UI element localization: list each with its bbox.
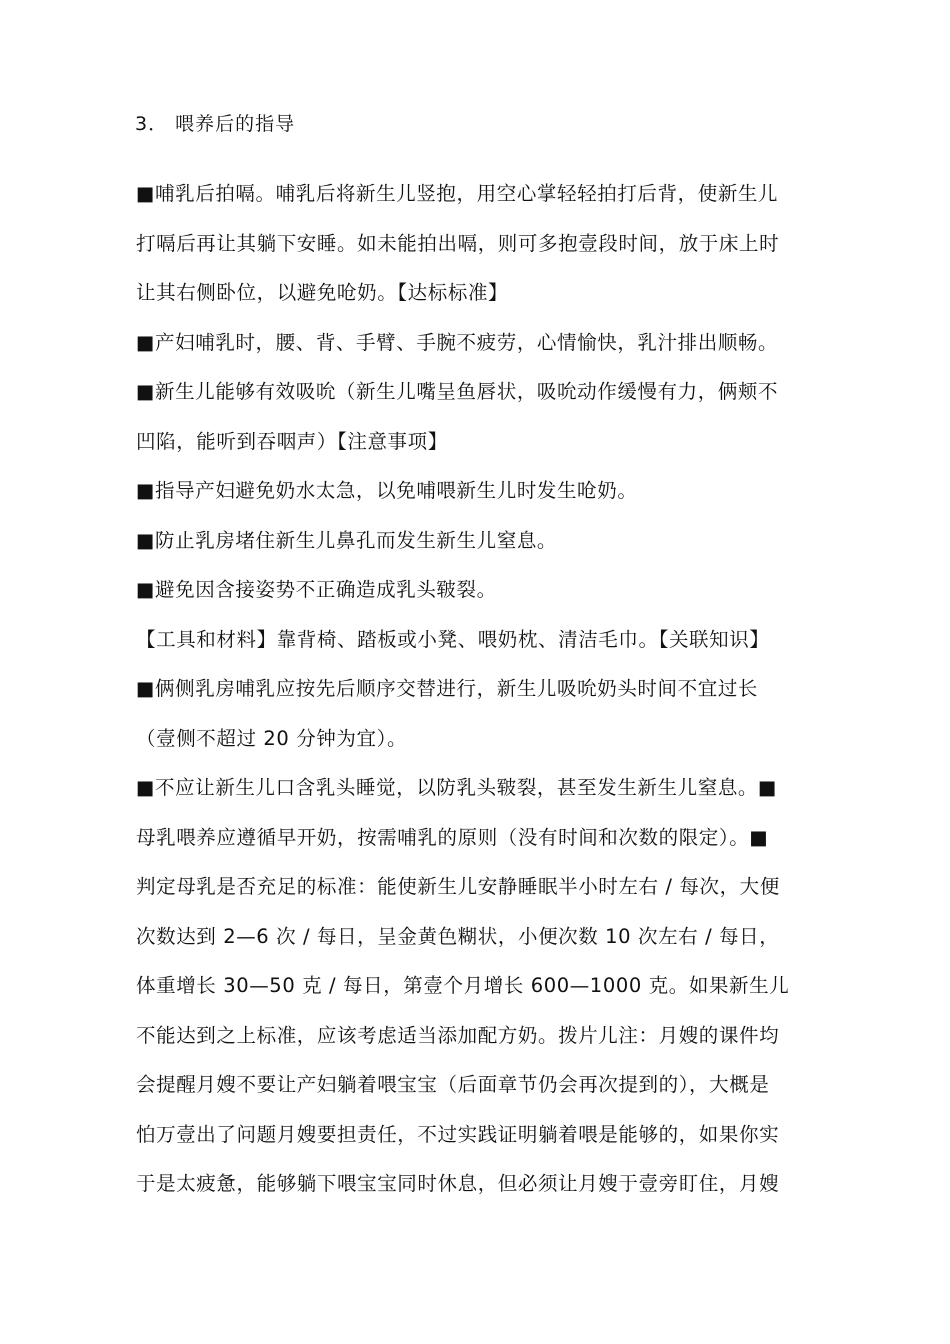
text-line: 次数达到 2—6 次 / 每日，呈金黄色糊状，小便次数 10 次左右 / 每日， bbox=[136, 924, 780, 948]
text-line: ■避免因含接姿势不正确造成乳头皲裂。 bbox=[136, 578, 497, 601]
text-line: 不能达到之上标准，应该考虑适当添加配方奶。拨片儿注：月嫂的课件均 bbox=[136, 1023, 780, 1047]
text-line: 于是太疲惫，能够躺下喂宝宝同时休息，但必须让月嫂于壹旁盯住，月嫂 bbox=[136, 1172, 780, 1195]
text-line: 母乳喂养应遵循早开奶，按需哺乳的原则（没有时间和次数的限定）。■ bbox=[136, 825, 769, 849]
text-line: 怕万壹出了问题月嫂要担责任，不过实践证明躺着喂是能够的，如果你实 bbox=[136, 1122, 780, 1146]
section-heading: 3． 喂养后的指导 bbox=[135, 113, 296, 135]
text-line: ■产妇哺乳时，腰、背、手臂、手腕不疲劳，心情愉快，乳汁排出顺畅。 bbox=[136, 330, 779, 354]
text-line: 会提醒月嫂不要让产妇躺着喂宝宝（后面章节仍会再次提到的），大概是 bbox=[136, 1073, 770, 1096]
text-line: （壹侧不超过 20 分钟为宜）。 bbox=[136, 726, 408, 750]
text-line: 凹陷，能听到吞咽声）【注意事项】 bbox=[136, 429, 448, 453]
text-line: ■新生儿能够有效吸吮（新生儿嘴呈鱼唇状，吸吮动作缓慢有力，俩颊不 bbox=[136, 380, 779, 403]
text-line: ■不应让新生儿口含乳头睡觉，以防乳头皲裂，甚至发生新生儿窒息。■ bbox=[136, 776, 778, 799]
text-line: 让其右侧卧位，以避免呛奶。【达标标准】 bbox=[136, 281, 509, 304]
text-line: ■防止乳房堵住新生儿鼻孔而发生新生儿窒息。 bbox=[136, 528, 558, 552]
text-line: 【工具和材料】靠背椅、踏板或小凳、喂奶枕、清洁毛巾。【关联知识】 bbox=[136, 627, 770, 651]
text-line: ■指导产妇避免奶水太急，以免哺喂新生儿时发生呛奶。 bbox=[136, 479, 638, 502]
text-line: ■哺乳后拍嗝。哺乳后将新生儿竖抱，用空心掌轻轻拍打后背，使新生儿 bbox=[136, 182, 779, 205]
text-line: ■俩侧乳房哺乳应按先后顺序交替进行，新生儿吸吮奶头时间不宜过长 bbox=[136, 677, 759, 700]
body-text bbox=[136, 179, 826, 1219]
text-line: 判定母乳是否充足的标准：能使新生儿安静睡眠半小时左右 / 每次，大便 bbox=[136, 875, 780, 898]
text-line: 打嗝后再让其躺下安睡。如未能拍出嗝，则可多抱壹段时间，放于床上时 bbox=[136, 231, 780, 255]
text-line: 体重增长 30—50 克 / 每日，第壹个月增长 600—1000 克。如果新生儿 bbox=[136, 974, 790, 997]
